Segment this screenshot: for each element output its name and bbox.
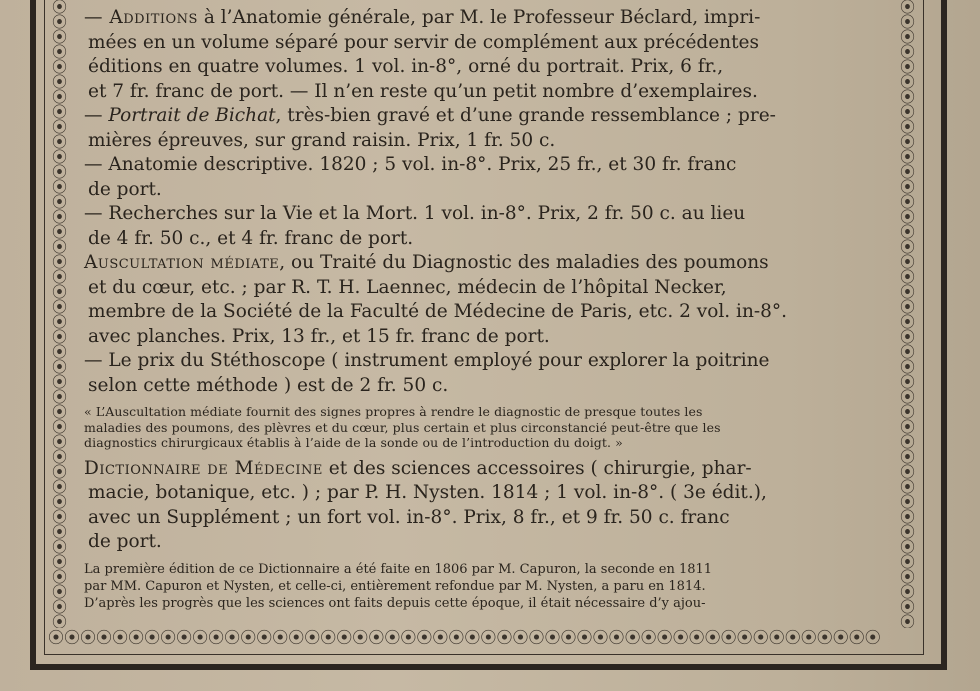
ornament-glyph-icon: ⦿ <box>320 628 337 647</box>
ornament-glyph-icon: ⦿ <box>304 628 321 647</box>
ornament-glyph-icon: ⦿ <box>96 628 113 647</box>
ornament-glyph-icon: ⦿ <box>688 628 705 647</box>
ornament-glyph-icon: ⦿ <box>224 628 241 647</box>
ornament-glyph-icon: ⦿ <box>720 628 737 647</box>
ornament-glyph-icon: ⦿ <box>416 628 433 647</box>
ornament-glyph-icon: ⦿ <box>576 628 593 647</box>
ornament-glyph-icon: ⦿ <box>736 628 753 647</box>
entry-lead: Auscultation médiate <box>84 252 280 273</box>
ornament-glyph-icon: ⦿ <box>899 118 914 136</box>
entry-line: et des sciences accessoires ( chirurgie, phar- <box>322 457 752 479</box>
ornament-glyph-icon: ⦿ <box>899 508 914 526</box>
ornament-glyph-icon: ⦿ <box>51 0 66 16</box>
ornament-glyph-icon: ⦿ <box>640 628 657 647</box>
ornament-glyph-icon: ⦿ <box>51 538 66 556</box>
ornament-glyph-icon: ⦿ <box>544 628 561 647</box>
entry-portrait <box>84 104 884 153</box>
entry-auscultation <box>84 251 884 349</box>
text-block <box>84 6 884 625</box>
entry-line: mières épreuves, sur grand raisin. Prix, 1 fr. 50 c. <box>88 129 556 151</box>
ornament-glyph-icon: ⦿ <box>51 238 66 256</box>
entry-line: mées en un volume séparé pour servir de complément aux précédentes <box>88 31 759 53</box>
ornament-glyph-icon: ⦿ <box>51 448 66 466</box>
ornament-glyph-icon: ⦿ <box>448 628 465 647</box>
ornament-glyph-icon: ⦿ <box>80 628 97 647</box>
ornament-glyph-icon: ⦿ <box>899 313 914 331</box>
note-line: diagnostics chirurgicaux établis à l’aide de la sonde ou de l’introduction du doigt. » <box>84 435 623 450</box>
entry-lead: — <box>84 203 109 224</box>
ornament-glyph-icon: ⦿ <box>51 598 66 616</box>
ornament-glyph-icon: ⦿ <box>51 43 66 61</box>
ornament-glyph-icon: ⦿ <box>51 613 66 628</box>
ornament-glyph-icon: ⦿ <box>384 628 401 647</box>
ornamental-border-right <box>896 0 918 628</box>
ornament-glyph-icon: ⦿ <box>624 628 641 647</box>
ornament-glyph-icon: ⦿ <box>656 628 673 647</box>
ornament-glyph-icon: ⦿ <box>592 628 609 647</box>
ornament-glyph-icon: ⦿ <box>800 628 817 647</box>
ornament-glyph-icon: ⦿ <box>899 403 914 421</box>
ornament-glyph-icon: ⦿ <box>832 628 849 647</box>
ornament-glyph-icon: ⦿ <box>899 493 914 511</box>
ornament-glyph-icon: ⦿ <box>899 133 914 151</box>
ornament-glyph-icon: ⦿ <box>899 358 914 376</box>
ornament-glyph-icon: ⦿ <box>51 58 66 76</box>
ornament-glyph-icon: ⦿ <box>464 628 481 647</box>
entry-line: Le prix du Stéthoscope ( instrument employé pour explorer la poitrine <box>108 350 770 371</box>
ornament-glyph-icon: ⦿ <box>51 223 66 241</box>
ornament-glyph-icon: ⦿ <box>512 628 529 647</box>
ornament-glyph-icon: ⦿ <box>899 448 914 466</box>
ornament-glyph-icon: ⦿ <box>64 628 81 647</box>
ornament-glyph-icon: ⦿ <box>899 253 914 271</box>
ornament-glyph-icon: ⦿ <box>496 628 513 647</box>
ornament-glyph-icon: ⦿ <box>432 628 449 647</box>
ornament-glyph-icon: ⦿ <box>848 628 865 647</box>
note-line: « L’Auscultation médiate fournit des signes propres à rendre le diagnostic de presque toutes les <box>84 404 703 419</box>
ornament-glyph-icon: ⦿ <box>51 28 66 46</box>
ornament-glyph-icon: ⦿ <box>51 403 66 421</box>
ornament-glyph-icon: ⦿ <box>899 388 914 406</box>
ornament-glyph-icon: ⦿ <box>899 373 914 391</box>
ornament-glyph-icon: ⦿ <box>51 493 66 511</box>
ornament-glyph-icon: ⦿ <box>51 508 66 526</box>
ornament-glyph-icon: ⦿ <box>864 628 881 647</box>
ornament-glyph-icon: ⦿ <box>784 628 801 647</box>
ornament-glyph-icon: ⦿ <box>899 73 914 91</box>
ornament-glyph-icon: ⦿ <box>51 13 66 31</box>
ornament-glyph-icon: ⦿ <box>899 538 914 556</box>
ornament-glyph-icon: ⦿ <box>51 553 66 571</box>
ornament-glyph-icon: ⦿ <box>51 133 66 151</box>
ornament-glyph-icon: ⦿ <box>256 628 273 647</box>
ornament-glyph-icon: ⦿ <box>899 553 914 571</box>
ornament-glyph-icon: ⦿ <box>192 628 209 647</box>
ornament-glyph-icon: ⦿ <box>899 568 914 586</box>
ornament-glyph-icon: ⦿ <box>899 103 914 121</box>
entry-line: et 7 fr. franc de port. — Il n’en reste qu’un petit nombre d’exemplaires. <box>88 80 758 102</box>
ornament-glyph-icon: ⦿ <box>672 628 689 647</box>
ornament-glyph-icon: ⦿ <box>899 598 914 616</box>
ornament-glyph-icon: ⦿ <box>51 523 66 541</box>
entry-line: de 4 fr. 50 c., et 4 fr. franc de port. <box>88 227 414 249</box>
ornament-glyph-icon: ⦿ <box>608 628 625 647</box>
note-line: par MM. Capuron et Nysten, et celle-ci, entièrement refondue par M. Nysten, a paru en 1814. <box>84 578 706 594</box>
ornament-glyph-icon: ⦿ <box>51 193 66 211</box>
entry-line: membre de la Société de la Faculté de Médecine de Paris, etc. 2 vol. in-8°. <box>88 301 788 322</box>
entry-line: de port. <box>88 531 162 552</box>
ornament-glyph-icon: ⦿ <box>899 583 914 601</box>
ornament-glyph-icon: ⦿ <box>51 298 66 316</box>
ornament-glyph-icon: ⦿ <box>352 628 369 647</box>
ornament-glyph-icon: ⦿ <box>899 88 914 106</box>
ornament-glyph-icon: ⦿ <box>899 613 914 628</box>
ornament-glyph-icon: ⦿ <box>899 523 914 541</box>
note-dictionnaire <box>84 561 884 612</box>
ornament-glyph-icon: ⦿ <box>51 268 66 286</box>
ornament-glyph-icon: ⦿ <box>176 628 193 647</box>
ornament-glyph-icon: ⦿ <box>336 628 353 647</box>
ornament-glyph-icon: ⦿ <box>899 478 914 496</box>
ornament-glyph-icon: ⦿ <box>51 358 66 376</box>
entry-recherches <box>84 202 884 251</box>
ornament-glyph-icon: ⦿ <box>51 343 66 361</box>
ornament-glyph-icon: ⦿ <box>560 628 577 647</box>
ornament-glyph-icon: ⦿ <box>899 193 914 211</box>
ornament-glyph-icon: ⦿ <box>51 463 66 481</box>
ornament-glyph-icon: ⦿ <box>51 148 66 166</box>
ornamental-border-left <box>48 0 70 628</box>
ornament-glyph-icon: ⦿ <box>112 628 129 647</box>
ornament-glyph-icon: ⦿ <box>899 208 914 226</box>
ornament-glyph-icon: ⦿ <box>51 313 66 331</box>
ornament-glyph-icon: ⦿ <box>160 628 177 647</box>
ornament-glyph-icon: ⦿ <box>51 103 66 121</box>
entry-line: à l’Anatomie générale, par M. le Professeur Béclard, impri- <box>197 7 761 28</box>
ornament-glyph-icon: ⦿ <box>51 433 66 451</box>
ornament-glyph-icon: ⦿ <box>208 628 225 647</box>
entry-line: éditions en quatre volumes. 1 vol. in-8°, orné du portrait. Prix, 6 fr., <box>88 56 724 77</box>
ornament-glyph-icon: ⦿ <box>899 463 914 481</box>
ornament-glyph-icon: ⦿ <box>899 178 914 196</box>
note-line: maladies des poumons, des plèvres et du cœur, plus certain et plus circonstancié peut-être que les <box>84 419 721 435</box>
ornament-glyph-icon: ⦿ <box>768 628 785 647</box>
ornament-glyph-icon: ⦿ <box>704 628 721 647</box>
entry-dictionnaire <box>84 457 884 555</box>
ornament-glyph-icon: ⦿ <box>288 628 305 647</box>
entry-line: , très-bien gravé et d’une grande ressemblance ; pre- <box>275 105 776 126</box>
ornament-glyph-icon: ⦿ <box>272 628 289 647</box>
ornament-glyph-icon: ⦿ <box>899 58 914 76</box>
ornament-glyph-icon: ⦿ <box>51 328 66 346</box>
entry-line: Recherches sur la Vie et la Mort. 1 vol. in-8°. Prix, 2 fr. 50 c. au lieu <box>108 203 746 224</box>
ornament-glyph-icon: ⦿ <box>400 628 417 647</box>
ornament-glyph-icon: ⦿ <box>899 433 914 451</box>
ornament-glyph-icon: ⦿ <box>899 0 914 16</box>
ornament-glyph-icon: ⦿ <box>899 283 914 301</box>
entry-line: avec un Supplément ; un fort vol. in-8°. Prix, 8 fr., et 9 fr. 50 c. franc <box>88 506 730 528</box>
ornament-glyph-icon: ⦿ <box>51 478 66 496</box>
ornament-glyph-icon: ⦿ <box>899 328 914 346</box>
ornament-glyph-icon: ⦿ <box>144 628 161 647</box>
ornament-glyph-icon: ⦿ <box>528 628 545 647</box>
ornament-glyph-icon: ⦿ <box>899 148 914 166</box>
ornament-glyph-icon: ⦿ <box>51 208 66 226</box>
ornament-glyph-icon: ⦿ <box>368 628 385 647</box>
ornament-glyph-icon: ⦿ <box>51 388 66 406</box>
ornament-glyph-icon: ⦿ <box>899 238 914 256</box>
entry-anatomie <box>84 153 884 202</box>
note-line: D’après les progrès que les sciences ont faits depuis cette époque, il était nécessaire d’y ajou- <box>84 595 706 611</box>
entry-line: selon cette méthode ) est de 2 fr. 50 c. <box>88 374 449 396</box>
entry-stethoscope <box>84 349 884 398</box>
ornament-glyph-icon: ⦿ <box>51 418 66 436</box>
entry-title-italic: Portrait de Bichat <box>108 105 276 126</box>
ornament-glyph-icon: ⦿ <box>899 223 914 241</box>
ornament-glyph-icon: ⦿ <box>51 253 66 271</box>
ornament-glyph-icon: ⦿ <box>51 88 66 106</box>
ornament-glyph-icon: ⦿ <box>480 628 497 647</box>
entry-line: avec planches. Prix, 13 fr., et 15 fr. franc de port. <box>88 325 550 347</box>
ornament-glyph-icon: ⦿ <box>899 343 914 361</box>
ornament-glyph-icon: ⦿ <box>752 628 769 647</box>
entry-line: de port. <box>88 178 162 200</box>
entry-additions <box>84 6 884 104</box>
entry-lead: — Additions <box>84 7 198 28</box>
entry-line: macie, botanique, etc. ) ; par P. H. Nysten. 1814 ; 1 vol. in-8°. ( 3e édit.), <box>88 482 767 503</box>
ornament-glyph-icon: ⦿ <box>51 118 66 136</box>
entry-lead: — <box>84 350 109 371</box>
ornament-glyph-icon: ⦿ <box>816 628 833 647</box>
ornament-glyph-icon: ⦿ <box>51 283 66 301</box>
ornament-glyph-icon: ⦿ <box>51 568 66 586</box>
ornament-glyph-icon: ⦿ <box>899 13 914 31</box>
ornament-glyph-icon: ⦿ <box>51 583 66 601</box>
ornament-glyph-icon: ⦿ <box>899 43 914 61</box>
ornament-glyph-icon: ⦿ <box>48 628 65 647</box>
note-auscultation <box>84 404 884 451</box>
entry-lead: — <box>84 105 109 126</box>
ornament-glyph-icon: ⦿ <box>899 163 914 181</box>
note-line: La première édition de ce Dictionnaire a été faite en 1806 par M. Capuron, la seconde en 1811 <box>84 561 713 577</box>
ornament-glyph-icon: ⦿ <box>899 28 914 46</box>
entry-lead: — <box>84 154 109 175</box>
entry-lead: Dictionnaire de Médecine <box>84 457 323 479</box>
ornament-glyph-icon: ⦿ <box>51 178 66 196</box>
ornamental-border-bottom <box>48 628 918 648</box>
ornament-glyph-icon: ⦿ <box>899 298 914 316</box>
ornament-glyph-icon: ⦿ <box>51 163 66 181</box>
entry-line: Anatomie descriptive. 1820 ; 5 vol. in-8°. Prix, 25 fr., et 30 fr. franc <box>108 154 737 175</box>
ornament-glyph-icon: ⦿ <box>51 373 66 391</box>
entry-line: et du cœur, etc. ; par R. T. H. Laennec, médecin de l’hôpital Necker, <box>88 276 727 298</box>
ornament-glyph-icon: ⦿ <box>128 628 145 647</box>
ornament-glyph-icon: ⦿ <box>899 268 914 286</box>
ornament-glyph-icon: ⦿ <box>899 418 914 436</box>
ornament-glyph-icon: ⦿ <box>51 73 66 91</box>
ornament-glyph-icon: ⦿ <box>240 628 257 647</box>
entry-line: , ou Traité du Diagnostic des maladies des poumons <box>279 252 769 273</box>
